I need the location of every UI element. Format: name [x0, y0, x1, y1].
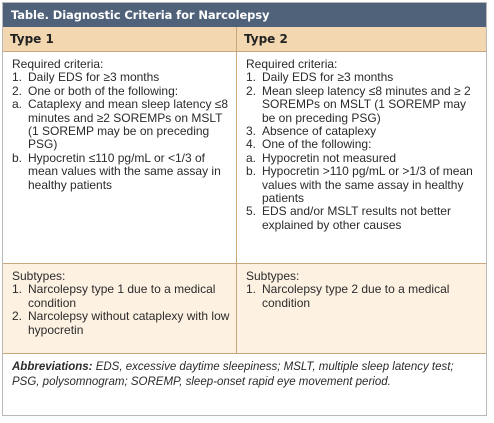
list-item — [246, 283, 480, 310]
list-marker: 1. — [246, 70, 257, 85]
type1-criteria-heading: Required criteria: — [12, 57, 104, 71]
subtypes-row — [3, 264, 486, 354]
list-marker: b. — [246, 164, 257, 179]
list-marker: 1. — [246, 282, 257, 297]
list-item — [246, 85, 480, 125]
type2-subtypes-cell — [237, 264, 486, 353]
list-marker: 5. — [246, 204, 257, 219]
list-marker: a. — [246, 150, 257, 165]
criteria-row — [3, 52, 486, 264]
type1-subtypes-heading: Subtypes: — [12, 269, 66, 283]
list-item — [246, 71, 480, 84]
list-item — [246, 138, 480, 151]
table-title: Table. Diagnostic Criteria for Narcolepsy — [3, 3, 486, 27]
list-text: Hypocretin not measured — [262, 150, 397, 165]
list-text: Narcolepsy type 1 due to a medical condition — [28, 282, 216, 310]
header-row — [3, 27, 486, 52]
header-type-2: Type 2 — [244, 32, 288, 46]
list-text: EDS and/or MSLT results not better explained by other causes — [262, 204, 451, 232]
list-item — [246, 125, 480, 138]
list-text: One or both of the following: — [28, 83, 179, 98]
list-item — [246, 205, 480, 232]
abbreviations-footnote — [3, 354, 486, 390]
list-text: Daily EDS for ≥3 months — [262, 70, 394, 85]
list-item — [12, 71, 230, 84]
list-item — [12, 152, 230, 192]
list-item — [12, 85, 230, 98]
list-marker: 2. — [246, 83, 257, 98]
list-marker: 1. — [12, 282, 23, 297]
list-marker: a. — [12, 97, 23, 112]
type2-criteria-heading: Required criteria: — [246, 57, 338, 71]
list-text: Absence of cataplexy — [262, 124, 377, 139]
abbreviations-label: Abbreviations: — [12, 361, 93, 373]
type2-criteria-cell — [237, 52, 486, 263]
diagnostic-criteria-table — [2, 2, 487, 416]
header-type-1: Type 1 — [3, 27, 237, 51]
list-text: Mean sleep latency ≤8 minutes and ≥ 2 SOREMPs on MSLT (1 SOREMP may be on preceding PSG) — [262, 83, 471, 125]
list-text: Narcolepsy without cataplexy with low hypocretin — [28, 309, 230, 337]
list-marker: b. — [12, 150, 23, 165]
list-text: Cataplexy and mean sleep latency ≤8 minutes and ≥2 SOREMPs on MSLT (1 SOREMP may be on preceding PSG) — [28, 97, 229, 152]
list-item — [12, 310, 230, 337]
list-marker: 3. — [246, 124, 257, 139]
type1-subtypes-cell — [3, 264, 237, 353]
list-marker: 4. — [246, 137, 257, 152]
type2-subtypes-heading: Subtypes: — [246, 269, 300, 283]
list-marker: 2. — [12, 83, 23, 98]
list-text: Hypocretin >110 pg/mL or >1/3 of mean values with the same assay in healthy patients — [262, 164, 473, 206]
list-item — [12, 98, 230, 152]
type1-criteria-cell — [3, 52, 237, 263]
list-item — [246, 165, 480, 205]
list-text: Daily EDS for ≥3 months — [28, 70, 160, 85]
list-item — [12, 283, 230, 310]
abbreviations-text: EDS, excessive daytime sleepiness; MSLT, multiple sleep latency test; PSG, polysomnogram; SOREMP, sleep-onset rapid eye movement period. — [12, 361, 454, 388]
list-text: Hypocretin ≤110 pg/mL or <1/3 of mean values with the same assay in healthy patients — [28, 150, 221, 192]
list-marker: 1. — [12, 70, 23, 85]
list-marker: 2. — [12, 309, 23, 324]
list-text: One of the following: — [262, 137, 372, 152]
list-item — [246, 152, 480, 165]
list-text: Narcolepsy type 2 due to a medical condition — [262, 282, 450, 310]
